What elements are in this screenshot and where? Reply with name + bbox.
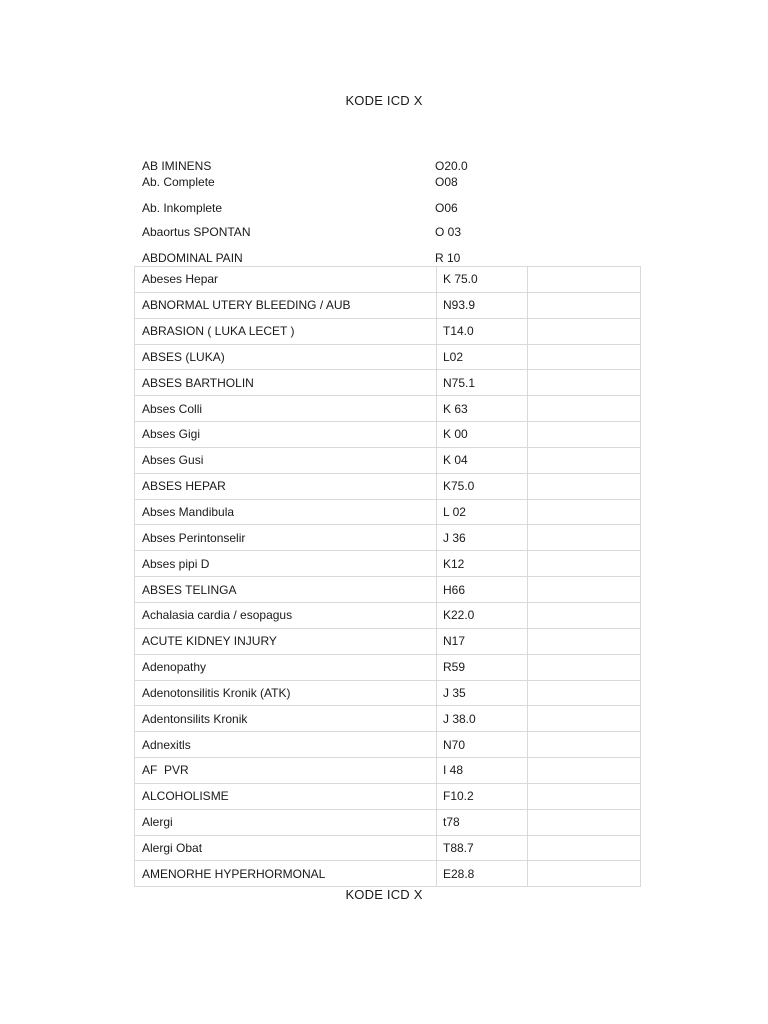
empty-cell [528,292,641,318]
table-row [135,577,641,603]
diagnosis-cell: Adentonsilits Kronik [135,706,437,732]
table-row [135,525,641,551]
icd-code: O20.0 [435,159,468,173]
icd-code-cell: t78 [437,809,528,835]
diagnosis-cell: Abses Mandibula [135,499,437,525]
icd-code: R 10 [435,251,461,265]
icd-code-cell: H66 [437,577,528,603]
diagnosis-name: Ab. Inkomplete [142,201,223,215]
icd-code-cell: L 02 [437,499,528,525]
icd-code-cell: E28.8 [437,861,528,887]
empty-cell [528,551,641,577]
table-row [135,551,641,577]
diagnosis-cell: Abses Colli [135,396,437,422]
diagnosis-cell: Abses Gusi [135,447,437,473]
table-row [135,473,641,499]
diagnosis-name: ABDOMINAL PAIN [142,251,243,265]
empty-cell [528,732,641,758]
empty-cell [528,835,641,861]
diagnosis-cell: Achalasia cardia / esopagus [135,602,437,628]
icd-code-cell: K 04 [437,447,528,473]
page-title: KODE ICD X [345,93,423,108]
empty-cell [528,602,641,628]
empty-cell [528,318,641,344]
diagnosis-cell: ABSES BARTHOLIN [135,370,437,396]
diagnosis-cell: AF PVR [135,758,437,784]
diagnosis-cell: Adnexitls [135,732,437,758]
table-row [135,758,641,784]
diagnosis-cell: Adenopathy [135,654,437,680]
diagnosis-cell: ABSES HEPAR [135,473,437,499]
diagnosis-name: Ab. Complete [142,175,215,189]
empty-cell [528,267,641,293]
empty-cell [528,499,641,525]
empty-cell [528,447,641,473]
diagnosis-cell: Alergi [135,809,437,835]
table-row [135,344,641,370]
table-row [135,654,641,680]
table-row [135,499,641,525]
icd-code-cell: R59 [437,654,528,680]
list-item [142,250,542,266]
empty-cell [528,861,641,887]
icd-code-cell: F10.2 [437,783,528,809]
diagnosis-cell: AMENORHE HYPERHORMONAL [135,861,437,887]
icd-code-cell: K 75.0 [437,267,528,293]
diagnosis-cell: ABSES TELINGA [135,577,437,603]
icd-code-cell: T14.0 [437,318,528,344]
list-item [142,224,542,240]
icd-code-cell: K75.0 [437,473,528,499]
page-footer: KODE ICD X [345,887,423,902]
list-item [142,174,542,190]
empty-cell [528,525,641,551]
empty-cell [528,396,641,422]
empty-cell [528,706,641,732]
icd-code-cell: J 38.0 [437,706,528,732]
empty-cell [528,783,641,809]
icd-code-cell: N17 [437,628,528,654]
icd-code-cell: N75.1 [437,370,528,396]
table-row [135,396,641,422]
icd-code: O06 [435,201,458,215]
diagnosis-cell: ABRASION ( LUKA LECET ) [135,318,437,344]
diagnosis-cell: Abses Gigi [135,422,437,448]
table-row [135,628,641,654]
diagnosis-name: Abaortus SPONTAN [142,225,251,239]
icd-code-cell: N70 [437,732,528,758]
icd-code-cell: L02 [437,344,528,370]
icd-code-cell: K 63 [437,396,528,422]
empty-cell [528,628,641,654]
list-item [142,200,542,216]
diagnosis-cell: Abses Perintonselir [135,525,437,551]
table-row [135,292,641,318]
list-item [142,158,542,174]
diagnosis-cell: Alergi Obat [135,835,437,861]
diagnosis-cell: Adenotonsilitis Kronik (ATK) [135,680,437,706]
diagnosis-cell: ALCOHOLISME [135,783,437,809]
empty-cell [528,422,641,448]
table-row [135,370,641,396]
table-row [135,318,641,344]
table-row [135,783,641,809]
table-row [135,835,641,861]
icd-code-cell: J 36 [437,525,528,551]
diagnosis-name: AB IMINENS [142,159,212,173]
empty-cell [528,577,641,603]
table-row [135,680,641,706]
empty-cell [528,809,641,835]
empty-cell [528,680,641,706]
empty-cell [528,654,641,680]
icd-code-table [134,266,641,887]
icd-code-cell: J 35 [437,680,528,706]
diagnosis-cell: ABSES (LUKA) [135,344,437,370]
diagnosis-cell: ACUTE KIDNEY INJURY [135,628,437,654]
icd-code-cell: T88.7 [437,835,528,861]
table-row [135,861,641,887]
table-row [135,732,641,758]
empty-cell [528,344,641,370]
table-row [135,706,641,732]
table-row [135,422,641,448]
table-row [135,602,641,628]
table-row [135,267,641,293]
icd-code-cell: K22.0 [437,602,528,628]
diagnosis-cell: Abses pipi D [135,551,437,577]
icd-code-cell: I 48 [437,758,528,784]
icd-code: O 03 [435,225,462,239]
diagnosis-cell: ABNORMAL UTERY BLEEDING / AUB [135,292,437,318]
table-row [135,447,641,473]
empty-cell [528,370,641,396]
empty-cell [528,473,641,499]
icd-code-cell: K12 [437,551,528,577]
table-row [135,809,641,835]
empty-cell [528,758,641,784]
diagnosis-cell: Abeses Hepar [135,267,437,293]
icd-code-cell: K 00 [437,422,528,448]
icd-code: O08 [435,175,458,189]
icd-code-cell: N93.9 [437,292,528,318]
